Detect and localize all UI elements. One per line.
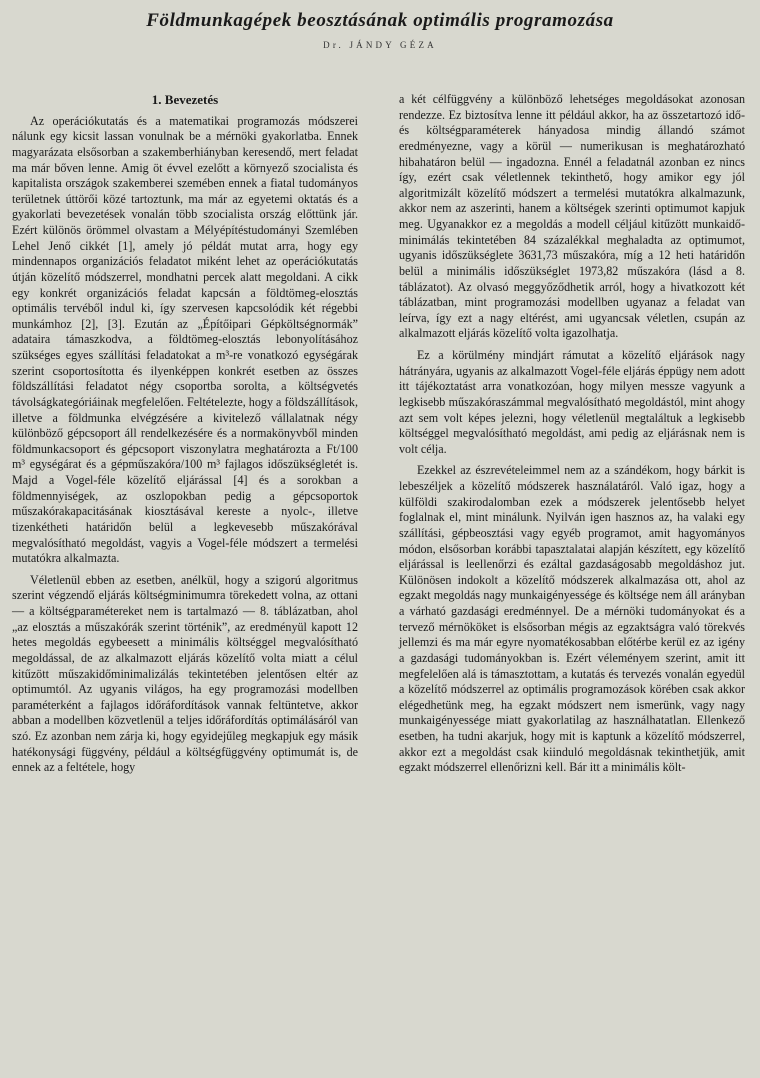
right-column (399, 92, 745, 776)
article-author: Dr. JÁNDY GÉZA (323, 40, 437, 50)
paragraph: Ez a körülmény mindjárt rámutat a közelítő eljárások nagy hátrányára, ugyanis az alkalmazott Vogel-féle eljárás éppügy nem adott itt tájékoztatást arra vonatkozóan, hogy milyen messze vagyunk a legkisebb műszakóraszámmal megvalósítható megoldástól, mint ahogy azt sem volt képes jelezni, hogy véletlenül megtaláltuk a legkisebb költséggel megvalósítható megoldást, ami pedig az eljárásnak nem is volt célja. (399, 348, 745, 456)
paragraph: Az operációkutatás és a matematikai programozás módszerei nálunk egy kicsit lassan vonulnak be a mérnöki gyakorlatba. Ennek magyarázata elsősorban a szakemberhiányban keresendő, mert feladat ma már bőven lenne. Amig öt évvel ezelőtt a környező szocialista és kapitalista országok szakemberei szemében ennek a fiatal tudományos területnek úttörői közé tartoztunk, ma már az egyetemi oktatás és a gyakorlati bevezetések vonalán több szocialista ország előttünk jár. Ezért különös örömmel olvastam a Mélyépítéstudományi Szemlében Lehel Jenő cikkét [1], amely jó példát mutat arra, hogy egy mindennapos organizációs feladatot miként lehet az operációkutatás útján közelítő módszerrel, mondhatni percek alatt megoldani. A cikk egy konkrét organizációs feladat kapcsán a földtömeg-elosztás optimális tervéből indul ki, így szervesen kapcsolódik két régebbi munkámhoz [2], [3]. Ezután az „Építőipari Gépköltségnormák” adataira támaszkodva, a földtömeg-elosztás lebonyolításához szükséges egyes szállítási feladatokat a m³-re vonatkozó egységárak szerint csoportosította és ilyenképpen konkrét esetben az összes földszállítási feladatot négy csoportba sorolta, a költségvetés távolságkategóriáinak megfelelően. Feltételezte, hogy a földszállítások, illetve a földmunka elvégzésére a kivitelező vállalatnak négy különböző gépcsoport áll rendelkezésére és a normakönyvből minden földmunkacsoport és gépcsoport viszonylatra meghatározta a Ft/100 m³ egységárat és a gépműszakóra/100 m³ fajlagos időszükségletét is. Majd a Vogel-féle közelítő eljárással [4] és a sorokban a földmennyiségek, az oszlopokban pedig a gépcsoportok műszakórakapacitásának kiosztásával kereste a nyolc-, illetve tizenkétheti határidőn belül a legkevesebb műszakórával megvalósítható megoldást, vagyis a Vogel-féle módszert a termelési mutatókra alkalmazta. (12, 113, 358, 566)
section-heading: 1. Bevezetés (151, 92, 219, 107)
left-column (12, 92, 358, 776)
paragraph: Ezekkel az észrevételeimmel nem az a szándékom, hogy bárkit is lebeszéljek a közelítő módszerek használatáról. Való igaz, hogy a külföldi szakirodalomban ezek a módszerek jelentősebb helyet foglalnak el, mint minálunk. Nyilván igen hasznos az, ha valaki egy szállítási, gépbeosztási vagy egyéb programot, amit hagyományos módon, elsősorban korábbi tapasztalatai alapján készített, egy közelítő eljárással is leellenőrzi és ezáltal gazdaságosabb megoldáshoz jut. Különösen indokolt a közelítő módszerek alkalmazása ott, ahol az egzakt megoldás nagy munkaigényessége és költsége nem áll arányban a várható gazdasági eredménnyel. De a mérnöki tudományokat és a tervező mérnököket is elsősorban mégis az egzaktságra való törekvés jellemzi és ma már egyre nyomatékosabban előtérbe kerül ez az igény a gazdasági tudományokban is. Ezért véleményem szerint, amit itt megfelelően alá is támasztottam, a kutatás és tervezés vonalán egyedül a közelítő módszerrel az optimális programozások körében csak akkor elégedhetünk meg, ha egzakt módszert nem ismerünk, vagy nagy munkaigényessége miatt gyakorlatilag az használhatatlan. Ellenkező esetben, ha tudni akarjuk, hogy mit is kaptunk a közelítő módszerrel, akkor ezt a megoldást csak kiinduló megoldásnak tekinthetjük, amit egzakt módszerrel ellenőrizni kell. Bár itt a minimális költ- (399, 463, 745, 775)
article-title: Földmunkagépek beosztásának optimális programozása (146, 10, 614, 31)
paragraph: a két célfüggvény a különböző lehetséges megoldásokat azonosan rendezze. Ez biztosítva lenne itt például akkor, ha az összetartozó idő- és költségparaméterek hányadosa mindig állandó számot eredményezne, vagy a körül — numerikusan is meghatározható hibahatáron belül — ingadozna. Ennél a feladatnál azonban ez nincs így, ezért csak véletlennek tekinthető, hogy amikor egy jól algoritmizált közelítő módszert a termelési mutatókra alkalmazunk, akkor nem az aszerinti, hanem a költségek szerinti optimumot kapjuk meg. Ugyanakkor ez a megoldás a modell céljául kitűzött munkaidő-minimálás tekintetében 84 százalékkal meghaladta az optimumot, ugyanis időszükséglete 3631,73 műszakóra, míg a 12 heti határidőn belül a minimális időszükséglet 1973,82 műszakóra (lásd a 8. táblázatot). Az olvasó meggyőződhetik arról, hogy a hivatkozott két táblázatban, mint programozási modellben ugyanaz a feladat van leírva, így ezt a nagy eltérést, ami ugyancsak véletlen, csupán az alkalmazott eljárás közelítő volta igazolhatja. (399, 92, 745, 341)
paragraph: Véletlenül ebben az esetben, anélkül, hogy a szigorú algoritmus szerint végzendő eljárás költségminimumra törekedett volna, az ottani — a költségparamétereket nem is tartalmazó — 8. táblázatban, ahol „az elosztás a műszakórák szerint történik”, az eredményül kapott 12 hetes megoldás egybeesett a minimális költséggel megvalósítható megoldással, de az alkalmazott eljárás közelítő volta miatt a célul kitűzött műszakidőminimalizálás tekintetében jelentősen eltér az optimumtól. Az ugyanis világos, ha egy programozási modellben paraméterként a fajlagos időráfordítások vannak feltüntetve, akkor abban a modellben közvetlenül a teljes időráfordítás optimálásáról van szó. Ez azonban nem zárja ki, hogy egyidejűleg megkapjuk egy másik hatékonysági függvény, például a költségfüggvény optimumát is, de ennek az a feltétele, hogy (12, 572, 358, 775)
